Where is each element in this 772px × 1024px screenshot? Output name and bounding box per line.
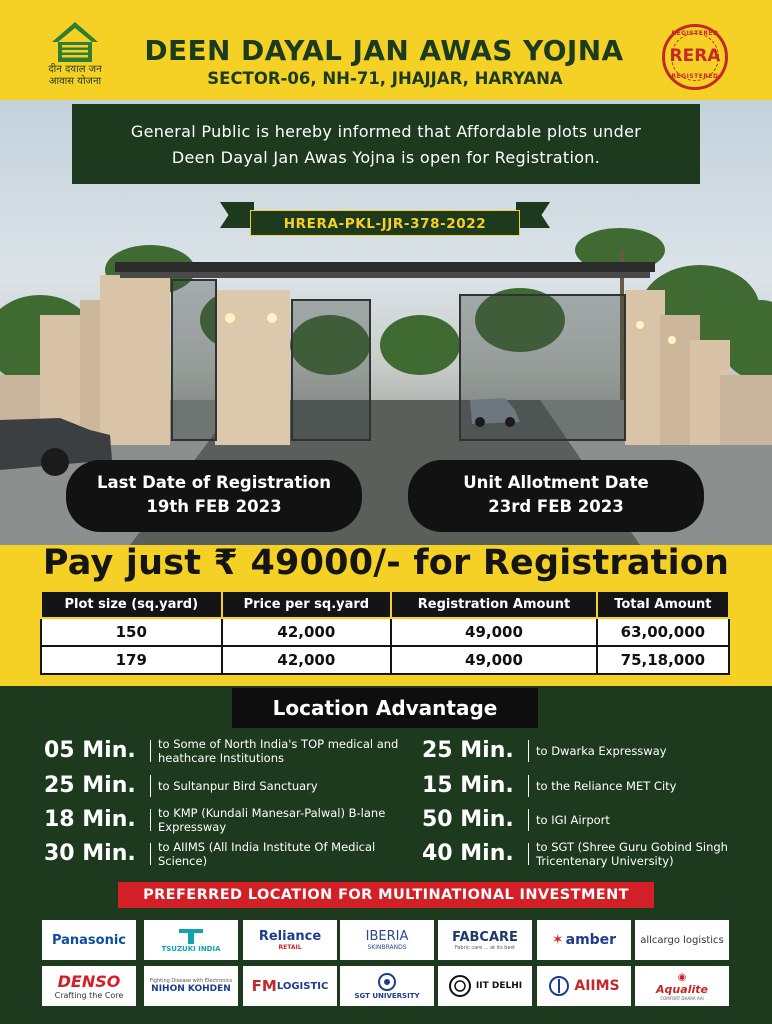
divider <box>528 809 529 831</box>
logo-aqualite <box>635 966 729 1006</box>
location-desc: to Sultanpur Bird Sanctuary <box>158 779 318 793</box>
column-header: Price per sq.yard <box>222 591 392 618</box>
nihon-tagline: Fighting Disease with Electronics <box>149 978 233 984</box>
logo-sgt-university <box>340 966 434 1006</box>
reliance-sub: RETAIL <box>278 944 302 951</box>
location-desc: to SGT (Shree Guru Gobind Singh Tricentenary University) <box>536 840 728 868</box>
tsuzuki-icon <box>177 927 205 945</box>
logo-text-1: दीन दयाल जन <box>48 64 102 75</box>
table-cell: 49,000 <box>391 646 597 674</box>
location-time: 15 Min. <box>422 773 514 798</box>
table-cell: 42,000 <box>222 646 392 674</box>
location-desc: to AIIMS (All India Institute Of Medical Science) <box>158 840 376 868</box>
location-time: 05 Min. <box>44 738 136 763</box>
logo-panasonic: Panasonic <box>42 920 136 960</box>
aqualite-text: Aqualite <box>656 982 708 996</box>
gate-scene <box>0 100 772 545</box>
iberia-text: IBERIA <box>365 929 409 944</box>
logo-denso <box>42 966 136 1006</box>
denso-text: DENSO <box>57 972 121 991</box>
sgt-text: SGT UNIVERSITY <box>354 992 420 1000</box>
rera-ring-top: REGISTERED <box>671 30 719 37</box>
table-cell: 49,000 <box>391 618 597 646</box>
location-desc: to KMP (Kundali Manesar-Palwal) B-lane Expressway <box>158 806 386 834</box>
location-desc: to Dwarka Expressway <box>536 744 667 758</box>
location-item <box>422 837 742 871</box>
scheme-logo <box>44 20 106 92</box>
logo-amber <box>537 920 631 960</box>
sgt-emblem-icon <box>377 972 397 992</box>
logo-allcargo: allcargo logistics <box>635 920 729 960</box>
logo-iberia <box>340 920 434 960</box>
page-title: DEEN DAYAL JAN AWAS YOJNA <box>144 34 624 67</box>
location-item <box>422 803 742 837</box>
aqualite-drop-icon: ◉ <box>677 971 687 983</box>
location-time: 30 Min. <box>44 841 136 866</box>
divider <box>528 775 529 797</box>
divider <box>528 843 529 865</box>
column-header: Registration Amount <box>391 591 597 618</box>
column-header: Total Amount <box>597 591 729 618</box>
plots-table <box>40 590 730 675</box>
registration-date-badge <box>66 460 362 532</box>
location-desc: to IGI Airport <box>536 813 610 827</box>
logo-nihon-kohden <box>144 966 238 1006</box>
rera-word: RERA <box>669 46 721 66</box>
logo-text-2: आवास योजना <box>48 76 102 87</box>
divider <box>150 843 151 865</box>
allotment-date-badge <box>408 460 704 532</box>
denso-sub: Crafting the Core <box>54 991 124 1000</box>
fm-text: FM <box>251 977 277 995</box>
tsuzuki-text: TSUZUKI INDIA <box>161 945 221 953</box>
table-header-row <box>41 591 729 618</box>
iit-emblem-icon <box>448 974 472 998</box>
pay-headline: Pay just ₹ 49000/- for Registration <box>42 543 730 583</box>
table-cell: 42,000 <box>222 618 392 646</box>
allotment-date-label: Unit Allotment Date <box>463 473 649 492</box>
amber-text: amber <box>565 932 617 948</box>
aqualite-sub: COMFORT DHARA AAI <box>660 995 704 1001</box>
location-desc: to the Reliance MET City <box>536 779 677 793</box>
iberia-sub: SKINBRANDS <box>367 944 407 951</box>
notice-line-2: Deen Dayal Jan Awas Yojna is open for Registration. <box>171 148 601 167</box>
logo-iit-delhi <box>438 966 532 1006</box>
reliance-text: Reliance <box>258 929 322 944</box>
notice-line-1: General Public is hereby informed that Affordable plots under <box>130 122 642 141</box>
registration-date-value: 19th FEB 2023 <box>146 497 282 516</box>
logo-fabcare <box>438 920 532 960</box>
fabcare-sub: Fabric care ... at its best <box>454 944 516 951</box>
location-item <box>422 734 742 768</box>
allotment-date-value: 23rd FEB 2023 <box>488 497 624 516</box>
logo-reliance <box>243 920 337 960</box>
divider <box>150 740 151 762</box>
location-item <box>44 769 414 803</box>
location-section <box>0 686 772 1024</box>
location-item <box>44 803 414 837</box>
column-header: Plot size (sq.yard) <box>41 591 222 618</box>
table-cell: 63,00,000 <box>597 618 729 646</box>
logo-fm-logistic <box>243 966 337 1006</box>
preferred-location-banner: PREFERRED LOCATION FOR MULTINATIONAL INVESTMENT <box>118 882 654 908</box>
fabcare-text: FABCARE <box>452 929 518 945</box>
registration-date-label: Last Date of Registration <box>97 473 331 492</box>
table-row <box>41 646 729 674</box>
fm-sub: LOGISTIC <box>276 980 329 992</box>
table-cell: 75,18,000 <box>597 646 729 674</box>
aiims-emblem-icon <box>548 975 570 997</box>
divider <box>150 809 151 831</box>
page-subtitle: SECTOR-06, NH-71, JHAJJAR, HARYANA <box>207 69 563 88</box>
notice-box <box>72 104 700 184</box>
table-cell: 179 <box>41 646 222 674</box>
location-time: 50 Min. <box>422 807 514 832</box>
location-desc: to Some of North India's TOP medical and heathcare Institutions <box>158 737 399 765</box>
iit-text: IIT DELHI <box>475 981 523 991</box>
location-title: Location Advantage <box>232 688 538 728</box>
amber-star-icon: ✶ <box>551 932 564 948</box>
table-cell: 150 <box>41 618 222 646</box>
house-icon <box>50 20 100 64</box>
table-row <box>41 618 729 646</box>
nihon-text: NIHON KOHDEN <box>151 984 231 994</box>
logo-tsuzuki <box>144 920 238 960</box>
divider <box>528 740 529 762</box>
location-time: 25 Min. <box>422 738 514 763</box>
header <box>0 0 772 100</box>
rera-ring-bottom: REGISTERED <box>671 73 719 80</box>
logo-aiims <box>537 966 631 1006</box>
location-time: 40 Min. <box>422 841 514 866</box>
hrera-number: HRERA-PKL-JJR-378-2022 <box>250 210 520 236</box>
aiims-text: AIIMS <box>574 978 620 994</box>
location-item <box>44 734 414 768</box>
location-time: 18 Min. <box>44 807 136 832</box>
location-item <box>44 837 414 871</box>
location-time: 25 Min. <box>44 773 136 798</box>
location-item <box>422 769 742 803</box>
rera-seal <box>662 24 728 90</box>
divider <box>150 775 151 797</box>
